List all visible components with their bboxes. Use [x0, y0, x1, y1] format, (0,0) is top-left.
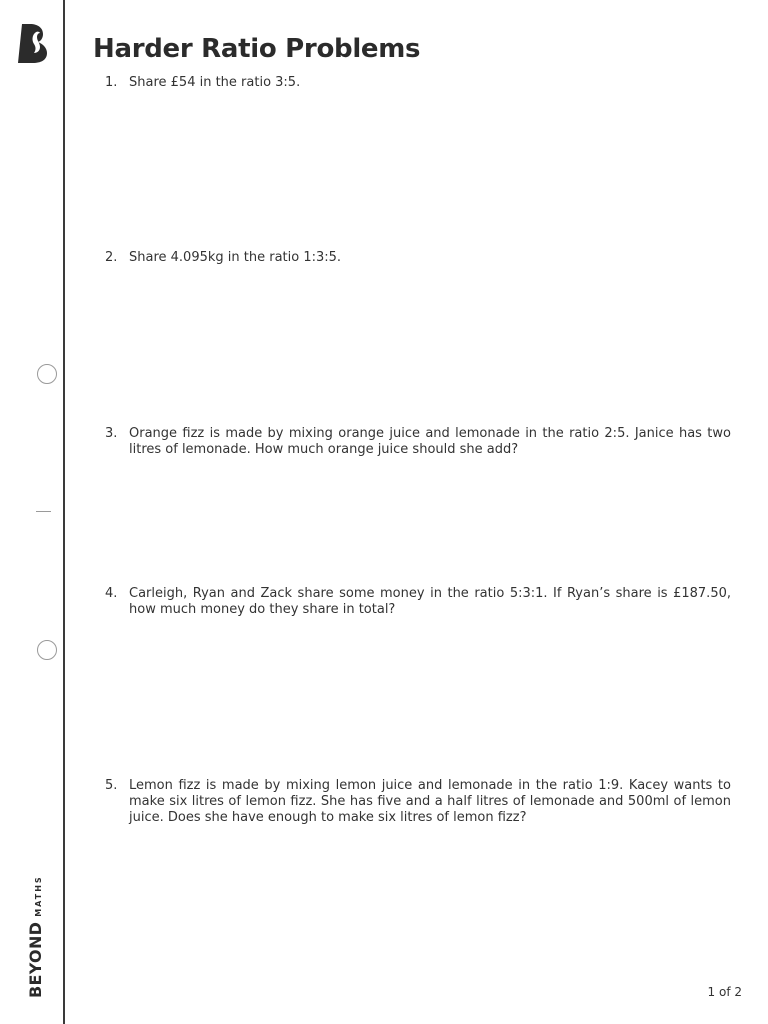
question-number: 4. — [105, 586, 118, 601]
page-indicator: 1 of 2 — [707, 985, 742, 999]
question-text: Share £54 in the ratio 3:5. — [129, 75, 301, 90]
brand-main-text: BEYOND — [26, 921, 45, 998]
question-number: 5. — [105, 778, 118, 793]
question-text: Lemon fizz is made by mixing lemon juice and lemonade in the ratio 1:9. Kacey wants to make six litres of lemon fizz. She has five and a half litres of lemonade and 500ml of lemon juice. Does she have enough to make six litres of lemon fizz? — [129, 778, 731, 825]
question-text: Orange fizz is made by mixing orange juice and lemonade in the ratio 2:5. Janice has two litres of lemonade. How much orange juice should she add? — [129, 426, 731, 457]
question-item — [105, 778, 731, 826]
question-item — [105, 250, 731, 266]
question-item — [105, 586, 731, 618]
brand-wordmark — [26, 875, 45, 998]
question-item — [105, 75, 731, 91]
page-title: Harder Ratio Problems — [93, 34, 421, 64]
punch-hole-icon — [37, 640, 57, 660]
question-number: 2. — [105, 250, 118, 265]
question-item — [105, 426, 731, 458]
punch-hole-icon — [37, 364, 57, 384]
question-number: 3. — [105, 426, 118, 441]
question-text: Carleigh, Ryan and Zack share some money in the ratio 5:3:1. If Ryan’s share is £187.50, how much money do they share in total? — [129, 586, 731, 617]
fold-mark — [36, 511, 51, 512]
beyond-logo-icon — [16, 22, 50, 64]
question-text: Share 4.095kg in the ratio 1:3:5. — [129, 250, 342, 265]
brand-sub-text: MATHS — [34, 875, 43, 917]
question-number: 1. — [105, 75, 118, 90]
margin-line — [63, 0, 65, 1024]
